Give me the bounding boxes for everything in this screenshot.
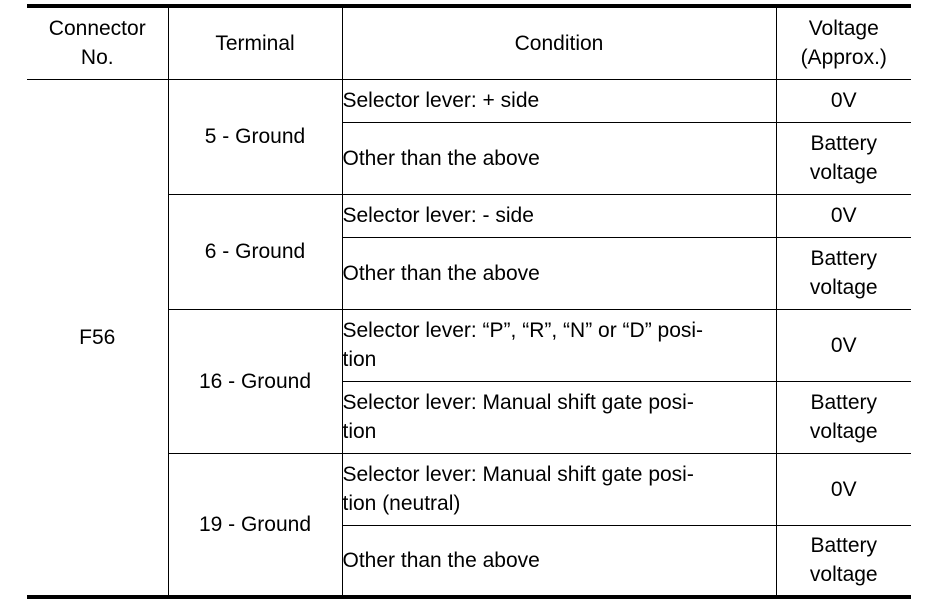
- cell-text-line: Battery: [810, 247, 878, 270]
- cell-text-line: tion: [342, 348, 377, 371]
- header-terminal: Terminal: [168, 6, 342, 79]
- connector-cell: F56: [27, 79, 168, 597]
- table-header: [27, 6, 911, 79]
- voltage-cell: 0V: [776, 309, 911, 381]
- cell-text-line: voltage: [809, 276, 878, 299]
- voltage-cell: [776, 122, 911, 194]
- cell-text-line: Voltage: [808, 17, 879, 41]
- table-body: [27, 79, 911, 597]
- condition-cell: Selector lever: - side: [342, 194, 776, 237]
- cell-text-line: Selector lever: “P”, “R”, “N” or “D” posi-: [342, 319, 704, 342]
- terminal-cell: 19 - Ground: [168, 453, 342, 597]
- cell-text-line: (Approx.): [800, 46, 887, 70]
- condition-cell: Selector lever: + side: [342, 79, 776, 122]
- voltage-cell: 0V: [776, 453, 911, 525]
- voltage-cell: 0V: [776, 194, 911, 237]
- voltage-spec-table: [27, 4, 911, 599]
- cell-text-line: No.: [80, 46, 114, 70]
- table-row: [27, 79, 911, 122]
- cell-text-line: voltage: [809, 420, 878, 443]
- voltage-cell: [776, 381, 911, 453]
- cell-text-line: Battery: [810, 534, 878, 558]
- condition-cell: Other than the above: [342, 122, 776, 194]
- header-voltage: [776, 6, 911, 79]
- cell-text-line: Selector lever: Manual shift gate posi-: [342, 463, 694, 486]
- terminal-cell: 16 - Ground: [168, 309, 342, 453]
- voltage-cell: 0V: [776, 79, 911, 122]
- header-row: [27, 6, 911, 79]
- condition-cell: [342, 381, 776, 453]
- header-condition: Condition: [342, 6, 776, 79]
- cell-text-line: Battery: [810, 132, 878, 155]
- voltage-cell: [776, 525, 911, 597]
- condition-cell: Other than the above: [342, 237, 776, 309]
- cell-text-line: tion: [342, 420, 377, 443]
- condition-cell: [342, 453, 776, 525]
- cell-text-line: Connector: [48, 17, 146, 41]
- cell-text-line: Selector lever: Manual shift gate posi-: [342, 391, 694, 414]
- condition-cell: [342, 309, 776, 381]
- cell-text-line: voltage: [809, 563, 878, 587]
- header-connector-no: [27, 6, 168, 79]
- cell-text-line: tion (neutral): [342, 492, 461, 515]
- terminal-cell: 6 - Ground: [168, 194, 342, 309]
- voltage-cell: [776, 237, 911, 309]
- cell-text-line: voltage: [809, 161, 878, 184]
- cell-text-line: Battery: [810, 391, 878, 414]
- condition-cell: Other than the above: [342, 525, 776, 597]
- terminal-cell: 5 - Ground: [168, 79, 342, 194]
